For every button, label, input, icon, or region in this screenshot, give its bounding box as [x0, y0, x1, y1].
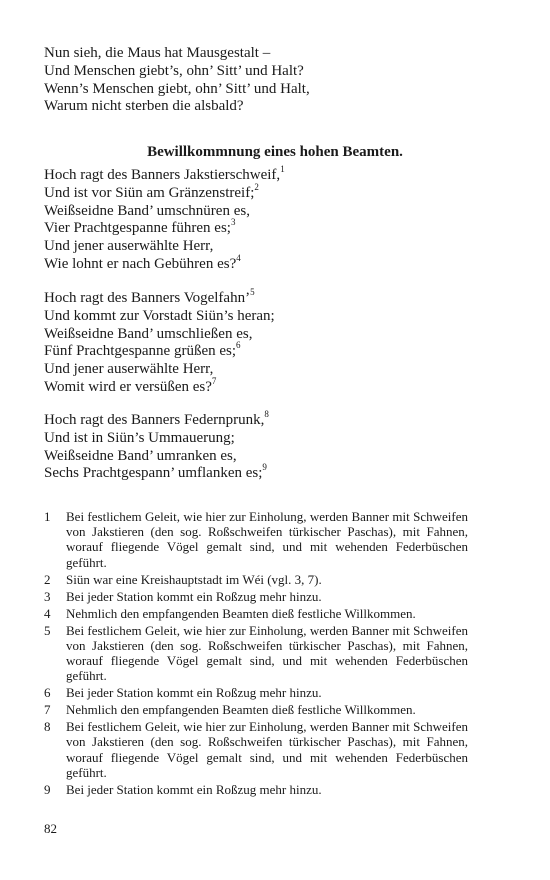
stanza-2: [44, 287, 484, 397]
verse-text: Und jener auserwählte Herr,: [44, 361, 214, 378]
verse-text: Weißseidne Band’ umschließen es,: [44, 325, 253, 342]
footnote-text: Bei jeder Station kommt ein Roßzug mehr hinzu.: [66, 685, 322, 701]
footnote-number: 8: [44, 719, 51, 735]
verse-text: Vier Prachtgespanne führen es;: [44, 220, 231, 237]
verse-line: Und Menschen giebt’s, ohn’ Sitt’ und Halt?: [44, 62, 304, 79]
verse-line: [44, 326, 484, 344]
footnote: [44, 589, 468, 604]
footnote-marker: 9: [262, 462, 267, 473]
footnote-number: 5: [44, 622, 51, 638]
verse-line: Nun sieh, die Maus hat Mausgestalt –: [44, 45, 271, 61]
footnote: [44, 623, 468, 684]
footnote-number: 7: [44, 702, 51, 718]
footnote-marker: 2: [254, 181, 259, 192]
footnote-marker: 7: [211, 375, 217, 386]
footnote: [44, 572, 468, 587]
footnote-marker: 5: [250, 287, 255, 297]
verse-text: Womit wird er versüßen es?: [44, 378, 212, 395]
footnote-text: Nehmlich den empfangenden Beamten dieß festliche Willkommen.: [66, 605, 416, 621]
footnote-number: 2: [44, 571, 51, 587]
verse-line: [44, 238, 484, 256]
footnote-text: Nehmlich den empfangenden Beamten dieß festliche Willkommen.: [66, 702, 416, 718]
verse-line: [44, 203, 484, 221]
footnotes: [44, 509, 468, 799]
verse-line: [44, 361, 484, 379]
verse-line: [44, 340, 484, 361]
footnote-marker: 3: [230, 217, 236, 228]
verse-line: [44, 375, 484, 397]
verse-line: Warum nicht sterben die alsbald?: [44, 98, 244, 115]
footnote: [44, 685, 468, 700]
footnote: [44, 782, 468, 797]
intro-stanza: [44, 45, 484, 116]
footnote-marker: 8: [264, 409, 269, 419]
verse-text: Sechs Prachtgespann’ umflanken es;: [44, 465, 263, 482]
footnote: [44, 702, 468, 717]
footnote-text: Bei jeder Station kommt ein Roßzug mehr hinzu.: [66, 781, 322, 797]
verse-text: Hoch ragt des Banners Jakstierschweif,: [44, 167, 281, 183]
footnote: [44, 509, 468, 570]
footnote-number: 9: [44, 781, 51, 797]
footnote: [44, 606, 468, 621]
verse-text: Und ist vor Siün am Gränzenstreif;: [44, 184, 255, 201]
verse-text: Hoch ragt des Banners Federnprunk,: [44, 412, 265, 428]
verse-line: [44, 252, 484, 274]
verse-line: [44, 217, 484, 238]
footnote-number: 4: [44, 605, 51, 621]
verse-line: [44, 409, 484, 430]
footnote-text: Bei festlichem Geleit, wie hier zur Einholung, werden Banner mit Schweifen von Jakstieren (den sog. Roßschweifen türkischer Paschas), mit Fahnen, worauf fliegende Vögel gemalt sind, und mit wehenden Federbüschen geführt.: [66, 622, 468, 684]
verse-text: Weißseidne Band’ umschnüren es,: [44, 202, 250, 219]
verse-line: [44, 181, 484, 203]
footnote: [44, 719, 468, 780]
verse-text: Fünf Prachtgespanne grüßen es;: [44, 343, 237, 360]
poem-title: Bewillkommnung eines hohen Beamten.: [147, 144, 403, 160]
verse-line: [44, 308, 484, 326]
footnote-number: 6: [44, 685, 51, 701]
verse-line: [44, 164, 484, 185]
footnote-marker: 6: [236, 340, 241, 351]
verse-text: Und kommt zur Vorstadt Siün’s heran;: [44, 307, 275, 324]
verse-text: Und ist in Siün’s Ummauerung;: [44, 429, 235, 446]
page-number: 82: [44, 821, 57, 836]
footnote-text: Bei festlichem Geleit, wie hier zur Einholung, werden Banner mit Schweifen von Jakstieren (den sog. Roßschweifen türkischer Paschas), mit Fahnen, worauf fliegende Vögel gemalt sind, und mit wehenden Federbüschen geführt.: [66, 719, 468, 780]
stanza-3: [44, 409, 484, 483]
stanza-1: [44, 164, 484, 274]
footnote-marker: 1: [280, 164, 285, 174]
footnote-marker: 4: [236, 252, 241, 263]
verse-line: [44, 430, 484, 448]
verse-text: Weißseidne Band’ umranken es,: [44, 447, 237, 464]
footnote-number: 1: [44, 509, 51, 524]
verse-line: [44, 462, 484, 483]
footnote-text: Siün war eine Kreishauptstadt im Wéi (vgl. 3, 7).: [66, 571, 322, 587]
verse-line: [44, 287, 484, 308]
footnote-text: Bei festlichem Geleit, wie hier zur Einholung, werden Banner mit Schweifen von Jakstieren (den sog. Roßschweifen türkischer Paschas), mit Fahnen, worauf fliegende Vögel gemalt sind, und mit wehenden Federbüschen geführt.: [66, 509, 468, 570]
footnote-text: Bei jeder Station kommt ein Roßzug mehr hinzu.: [66, 588, 322, 604]
footnote-number: 3: [44, 588, 51, 604]
verse-line: Wenn’s Menschen giebt, ohn’ Sitt’ und Halt,: [44, 80, 310, 97]
verse-text: Hoch ragt des Banners Vogelfahn’: [44, 290, 251, 306]
verse-text: Und jener auserwählte Herr,: [44, 238, 214, 255]
verse-text: Wie lohnt er nach Gebühren es?: [44, 255, 237, 272]
